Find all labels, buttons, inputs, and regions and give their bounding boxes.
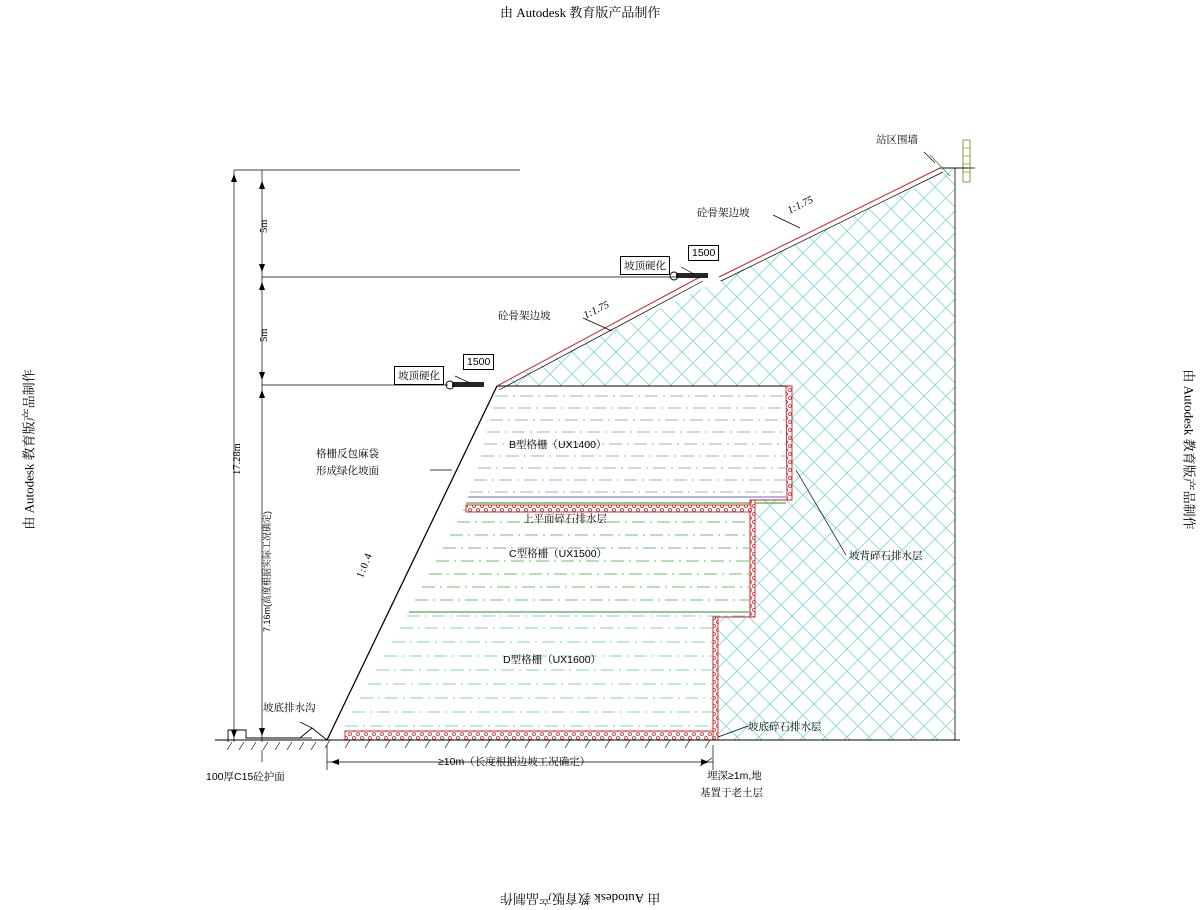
label-frame-slope-lower: 砼骨架边坡 (498, 310, 551, 322)
label-dim-5m-upper: 5m (259, 219, 270, 233)
label-top-hardening-upper: 坡顶硬化 (620, 256, 670, 275)
label-station-wall: 站区围墙 (876, 134, 918, 146)
label-dim-1500-lower: 1500 (463, 354, 494, 370)
label-dim-total: 17.28m (232, 443, 243, 475)
label-bottom-drain: 坡底碎石排水层 (748, 721, 822, 733)
label-grid-b: B型格栅（UX1400） (509, 439, 607, 451)
label-top-hardening-lower: 坡顶硬化 (394, 366, 444, 385)
label-dim-1500-upper: 1500 (688, 245, 719, 261)
label-grid-c: C型格栅（UX1500） (509, 548, 608, 560)
label-upper-plane-drain: 上平面碎石排水层 (523, 513, 607, 525)
label-slope-ratio-face: 1:0.4 (355, 551, 376, 580)
label-back-drain: 坡背碎石排水层 (849, 550, 923, 562)
label-burial-depth-line1: 埋深≥1m,地 (707, 770, 762, 782)
label-slope-ratio-lower: 1:1.75 (581, 299, 612, 322)
label-burial-depth-line2: 基置于老土层 (700, 787, 763, 799)
label-grid-d: D型格栅（UX1600） (503, 654, 602, 666)
label-geogrid-wrap-line2: 形成绿化坡面 (316, 465, 379, 477)
label-bottom-ditch: 坡底排水沟 (263, 702, 316, 714)
label-geogrid-wrap-line1: 格栅反包麻袋 (316, 448, 379, 460)
label-base-width: ≥10m（长度根据边坡工况确定） (438, 756, 591, 768)
watermark-bottom: 由 Autodesk 教育版产品制作 (500, 891, 661, 906)
label-concrete-facing: 100厚C15砼护面 (206, 771, 285, 783)
label-dim-wall-height: 7.16m(高度根据实际工况确定) (262, 510, 272, 632)
label-slope-ratio-upper: 1:1.75 (785, 194, 816, 217)
label-dim-5m-lower: 5m (259, 328, 270, 342)
watermark-left: 由 Autodesk 教育版产品制作 (21, 369, 37, 530)
watermark-right: 由 Autodesk 教育版产品制作 (1181, 369, 1197, 530)
label-frame-slope-upper: 砼骨架边坡 (697, 207, 750, 219)
watermark-top: 由 Autodesk 教育版产品制作 (500, 5, 661, 20)
